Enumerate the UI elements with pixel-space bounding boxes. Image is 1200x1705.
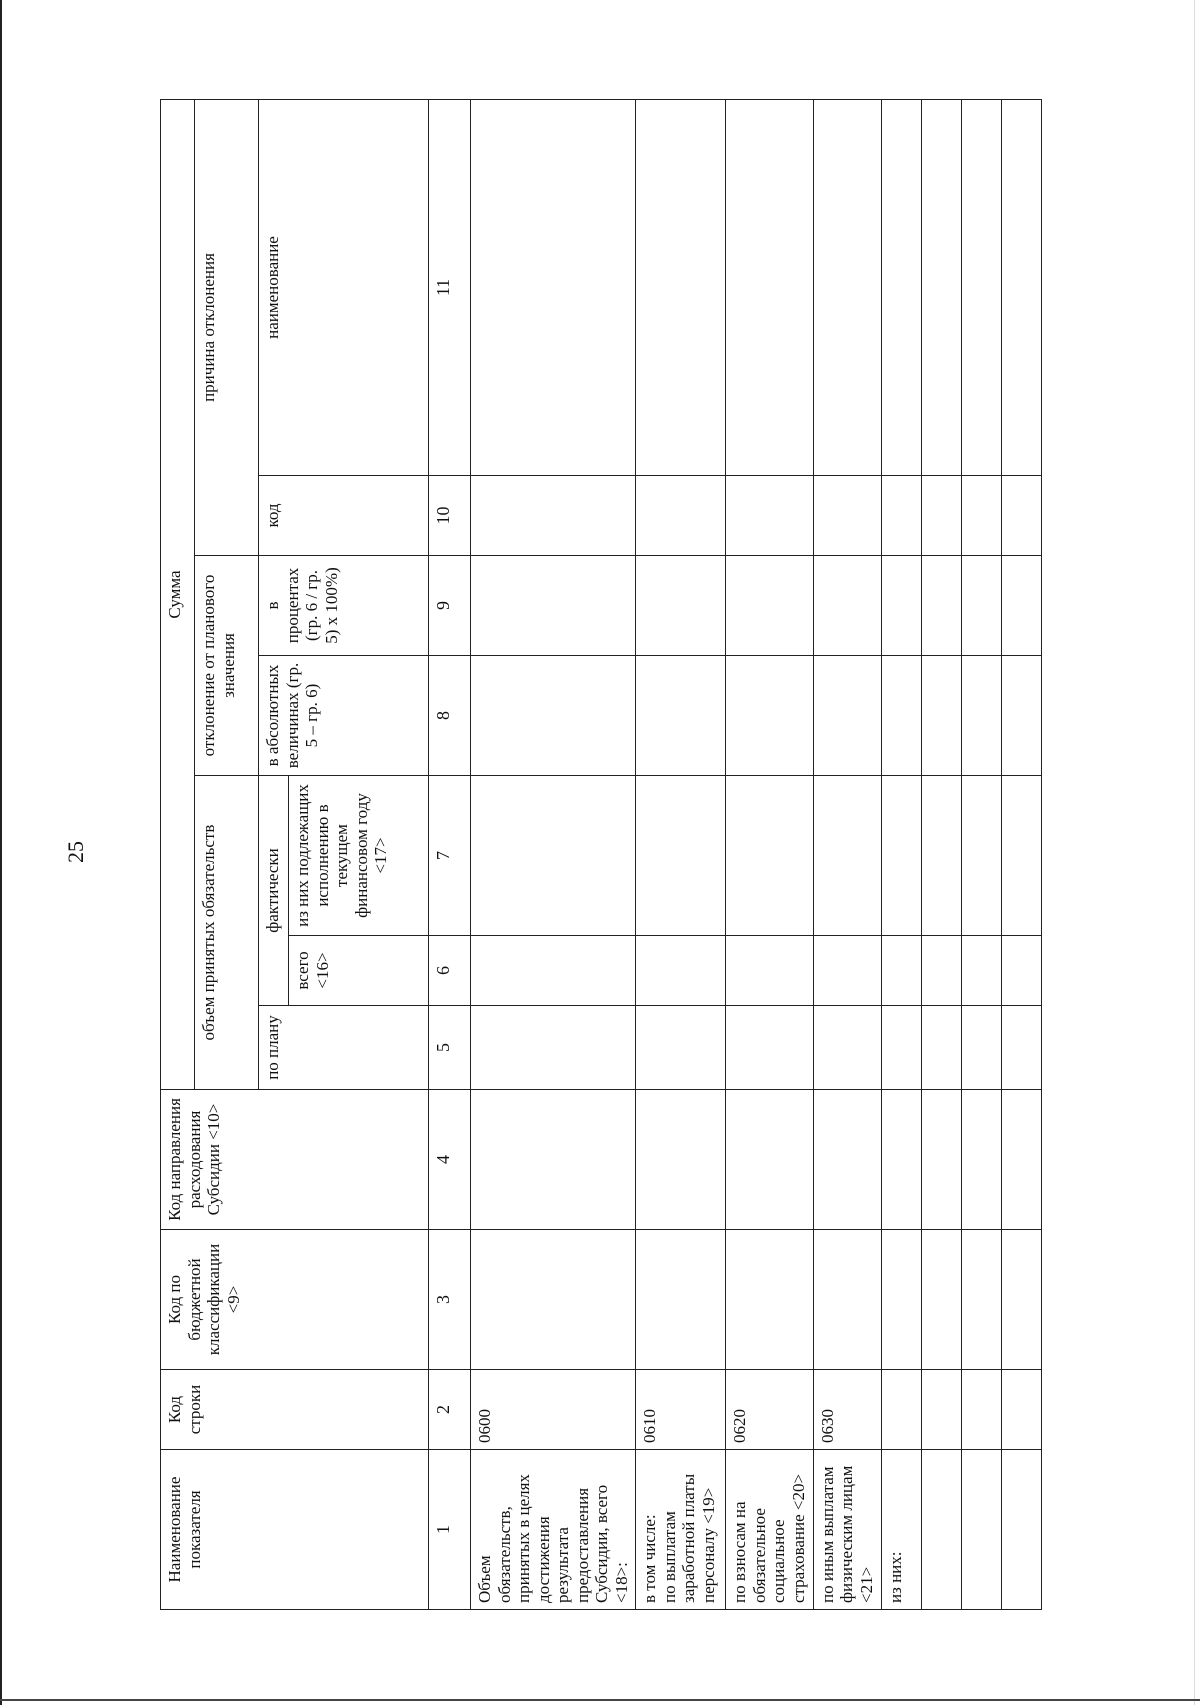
header-naimenovanie: наименование [259, 100, 429, 476]
value-cell [636, 656, 726, 776]
row-code-cell [961, 1370, 1001, 1450]
column-number: 2 [429, 1370, 471, 1450]
value-cell [813, 1090, 881, 1230]
row-name-cell [1001, 1450, 1041, 1610]
value-cell [726, 936, 813, 1006]
value-cell [636, 936, 726, 1006]
value-cell [726, 776, 813, 936]
header-summa: Сумма [161, 100, 195, 1090]
value-cell [921, 100, 961, 476]
table-row [471, 100, 636, 1610]
value-cell [881, 556, 921, 656]
row-code-cell: 0600 [471, 1370, 636, 1450]
header-budget-code: Код по бюджетной классификации <9> [161, 1230, 429, 1370]
value-cell [961, 776, 1001, 936]
header-obem: объем принятых обязательств [195, 776, 259, 1090]
value-cell [1001, 100, 1041, 476]
value-cell [1001, 476, 1041, 556]
value-cell [636, 776, 726, 936]
value-cell [1001, 556, 1041, 656]
value-cell [471, 556, 636, 656]
value-cell [813, 656, 881, 776]
value-cell [471, 656, 636, 776]
column-number: 3 [429, 1230, 471, 1370]
value-cell [921, 1006, 961, 1090]
column-number: 11 [429, 100, 471, 476]
value-cell [471, 1006, 636, 1090]
header-v-proc: в процентах (гр. 6 / гр. 5) х 100%) [259, 556, 429, 656]
value-cell [636, 476, 726, 556]
column-number-row [429, 100, 471, 1610]
row-name-cell: по иным выплатам физическим лицам <21> [813, 1450, 881, 1610]
row-name-cell: Объем обязательств, принятых в целях достижения результата предоставления Субсидии, всего <18>: [471, 1450, 636, 1610]
value-cell [813, 100, 881, 476]
column-number: 1 [429, 1450, 471, 1610]
row-code-cell: 0610 [636, 1370, 726, 1450]
value-cell [921, 776, 961, 936]
value-cell [921, 556, 961, 656]
value-cell [961, 656, 1001, 776]
value-cell [1001, 776, 1041, 936]
header-direction-code: Код направления расходования Субсидии <10> [161, 1090, 429, 1230]
value-cell [921, 476, 961, 556]
value-cell [921, 936, 961, 1006]
column-number: 6 [429, 936, 471, 1006]
value-cell [881, 936, 921, 1006]
value-cell [1001, 1230, 1041, 1370]
value-cell [726, 1006, 813, 1090]
report-table-rotated [160, 100, 1002, 1610]
header-kod: код [259, 476, 429, 556]
value-cell [881, 656, 921, 776]
row-name-cell: в том числе: по выплатам заработной платы персоналу <19> [636, 1450, 726, 1610]
row-name-cell: по взносам на обязательное социальное страхование <20> [726, 1450, 813, 1610]
value-cell [881, 1230, 921, 1370]
table-row [1001, 100, 1041, 1610]
row-name-cell [921, 1450, 961, 1610]
row-name-cell: из них: [881, 1450, 921, 1610]
value-cell [961, 1090, 1001, 1230]
value-cell [921, 1090, 961, 1230]
value-cell [471, 100, 636, 476]
report-table [160, 99, 1042, 1610]
table-row [726, 100, 813, 1610]
table-row [921, 100, 961, 1610]
header-fakticheski: фактически [259, 776, 289, 1006]
value-cell [471, 1090, 636, 1230]
value-cell [471, 776, 636, 936]
value-cell [471, 476, 636, 556]
value-cell [636, 1230, 726, 1370]
page-number: 25 [63, 841, 88, 863]
row-code-cell [881, 1370, 921, 1450]
value-cell [813, 556, 881, 656]
column-number: 8 [429, 656, 471, 776]
column-number: 7 [429, 776, 471, 936]
header-otklonenie: отклонение от планового значения [195, 556, 259, 776]
column-number: 4 [429, 1090, 471, 1230]
value-cell [726, 656, 813, 776]
column-number: 9 [429, 556, 471, 656]
value-cell [921, 1230, 961, 1370]
table-row [881, 100, 921, 1610]
scan-right-edge [1194, 0, 1195, 1705]
value-cell [1001, 936, 1041, 1006]
value-cell [726, 1230, 813, 1370]
header-name-col: Наименование показателя [161, 1450, 429, 1610]
value-cell [726, 1090, 813, 1230]
value-cell [726, 556, 813, 656]
value-cell [881, 100, 921, 476]
value-cell [726, 100, 813, 476]
value-cell [961, 556, 1001, 656]
row-code-cell: 0630 [813, 1370, 881, 1450]
value-cell [813, 1006, 881, 1090]
value-cell [1001, 1090, 1041, 1230]
value-cell [961, 1006, 1001, 1090]
value-cell [636, 1090, 726, 1230]
row-name-cell [961, 1450, 1001, 1610]
value-cell [813, 476, 881, 556]
header-v-abs: в абсолютных величинах (гр. 5 – гр. 6) [259, 656, 429, 776]
value-cell [961, 936, 1001, 1006]
value-cell [881, 776, 921, 936]
row-code-cell [1001, 1370, 1041, 1450]
value-cell [881, 476, 921, 556]
table-row [961, 100, 1001, 1610]
value-cell [921, 656, 961, 776]
data-rows [471, 100, 1042, 1610]
value-cell [471, 1230, 636, 1370]
value-cell [813, 776, 881, 936]
value-cell [813, 1230, 881, 1370]
header-iz-nih: из них подлежащих исполнению в текущем финансовом году <17> [289, 776, 429, 936]
value-cell [881, 1090, 921, 1230]
value-cell [1001, 656, 1041, 776]
value-cell [636, 556, 726, 656]
table-row [813, 100, 881, 1610]
value-cell [961, 476, 1001, 556]
value-cell [636, 100, 726, 476]
column-number: 10 [429, 476, 471, 556]
value-cell [961, 1230, 1001, 1370]
scan-bottom-edge [0, 1699, 1200, 1701]
table-row [636, 100, 726, 1610]
value-cell [726, 476, 813, 556]
value-cell [471, 936, 636, 1006]
column-number: 5 [429, 1006, 471, 1090]
header-line-code: Код строки [161, 1370, 429, 1450]
value-cell [813, 936, 881, 1006]
header-vsego: всего <16> [289, 936, 429, 1006]
scan-left-edge [0, 0, 2, 1705]
value-cell [1001, 1006, 1041, 1090]
header-prichina: причина отклонения [195, 100, 259, 556]
value-cell [636, 1006, 726, 1090]
row-code-cell [921, 1370, 961, 1450]
value-cell [881, 1006, 921, 1090]
header-po-planu: по плану [259, 1006, 429, 1090]
row-code-cell: 0620 [726, 1370, 813, 1450]
value-cell [961, 100, 1001, 476]
